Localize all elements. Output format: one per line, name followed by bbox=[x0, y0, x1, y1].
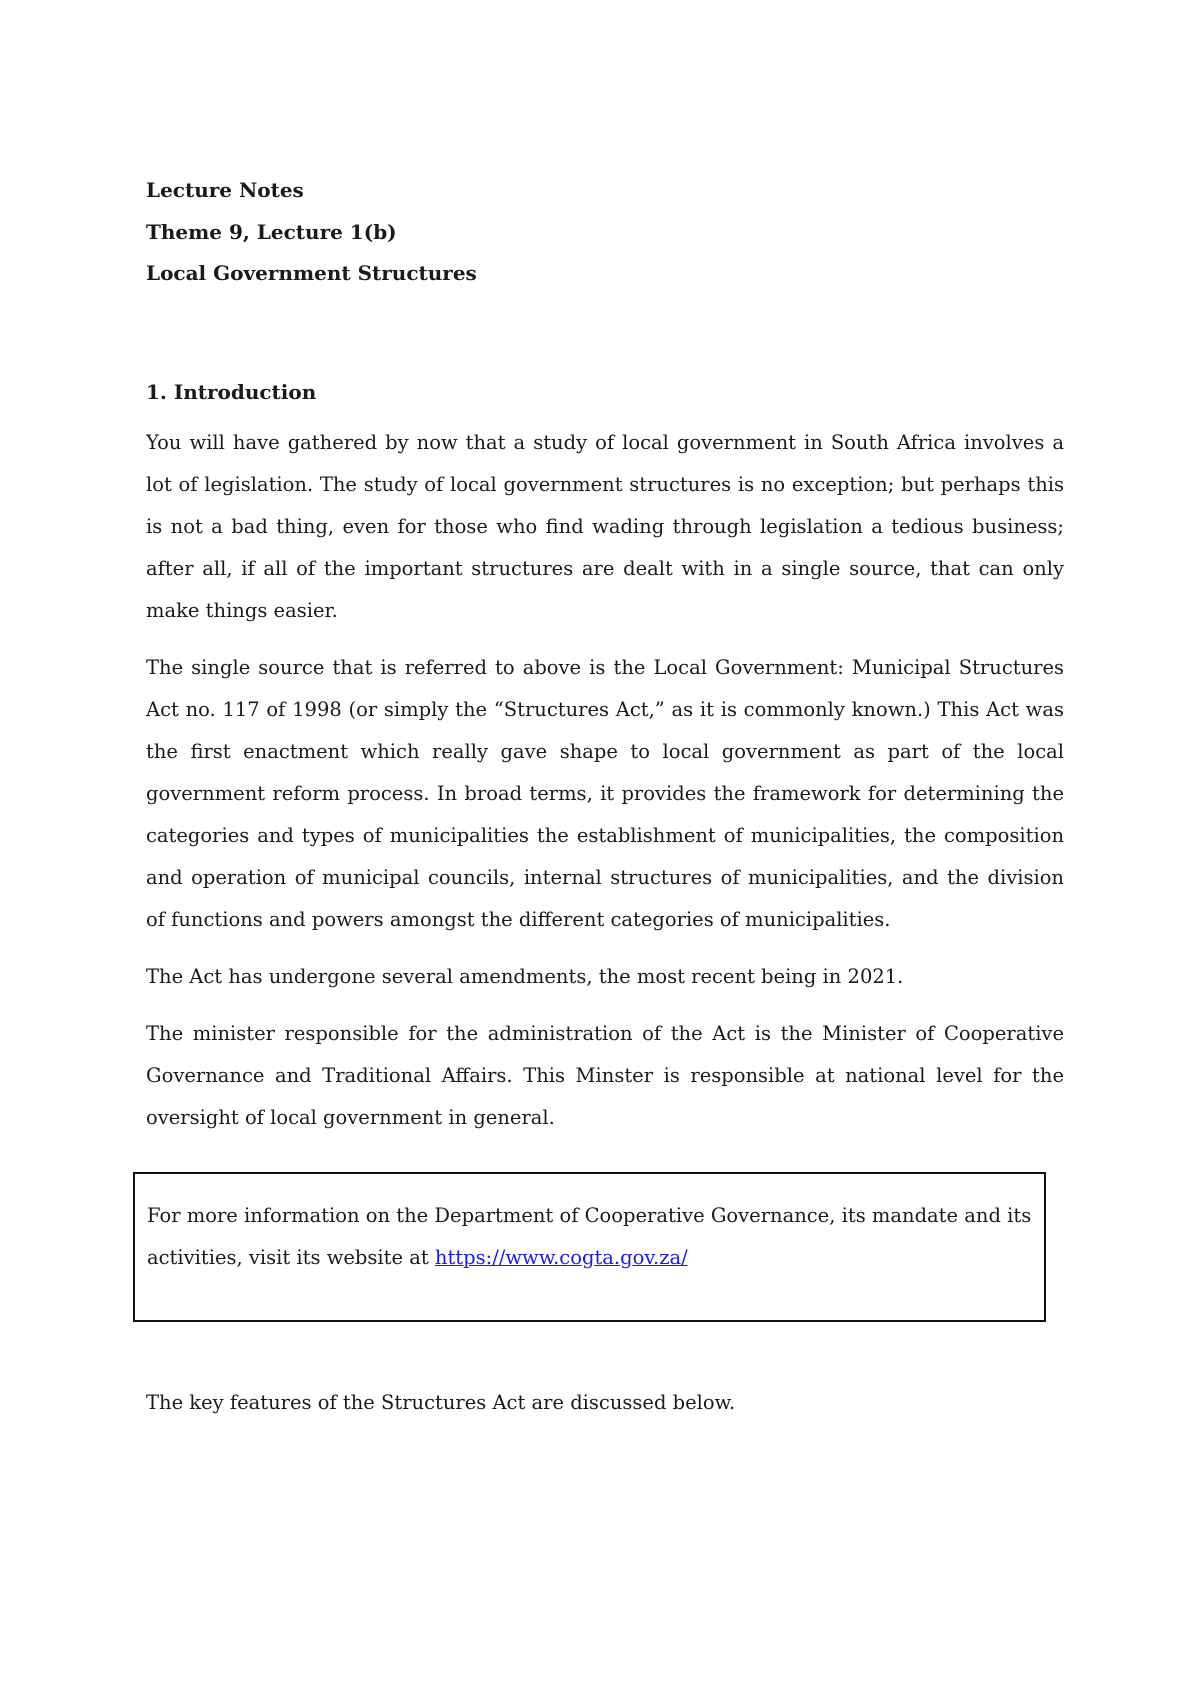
closing-paragraph: The key features of the Structures Act are discussed below. bbox=[146, 1391, 736, 1414]
introduction-section bbox=[146, 378, 1064, 1154]
info-callout-text bbox=[147, 1195, 1032, 1279]
info-callout-box bbox=[133, 1172, 1046, 1322]
lecture-header bbox=[146, 170, 1066, 295]
lecture-notes-title: Lecture Notes bbox=[146, 178, 304, 202]
cogta-website-link[interactable]: https://www.cogta.gov.za/ bbox=[434, 1246, 688, 1269]
paragraph: You will have gathered by now that a study of local government in South Africa involves a lot of legislation. The study of local government structures is no exception; but perhaps this is not a bad thing, even for those who find wading through legislation a tedious business; after all, if all of the important structures are dealt with in a single source, that can only make things easier. bbox=[146, 431, 1064, 622]
topic-title: Local Government Structures bbox=[146, 261, 477, 285]
theme-lecture-subtitle: Theme 9, Lecture 1(b) bbox=[146, 219, 397, 244]
paragraph: The Act has undergone several amendments, the most recent being in 2021. bbox=[146, 965, 904, 988]
paragraph: The single source that is referred to above is the Local Government: Municipal Structures Act no. 117 of 1998 (or simply the “Structures Act,” as it is commonly known.) This Act was the first enactment which really gave shape to local government as part of the local government reform process. In broad terms, it provides the framework for determining the categories and types of municipalities the establishment of municipalities, the composition and operation of municipal councils, internal structures of municipalities, and the division of functions and powers amongst the different categories of municipalities. bbox=[146, 656, 1064, 931]
paragraph: The minister responsible for the administration of the Act is the Minister of Cooperative Governance and Traditional Affairs. This Minster is responsible at national level for the oversight of local government in general. bbox=[146, 1022, 1064, 1129]
section-heading: 1. Introduction bbox=[146, 380, 317, 404]
info-callout-body: For more information on the Department of Cooperative Governance, its mandate and its activities, visit its website at bbox=[147, 1204, 1032, 1269]
